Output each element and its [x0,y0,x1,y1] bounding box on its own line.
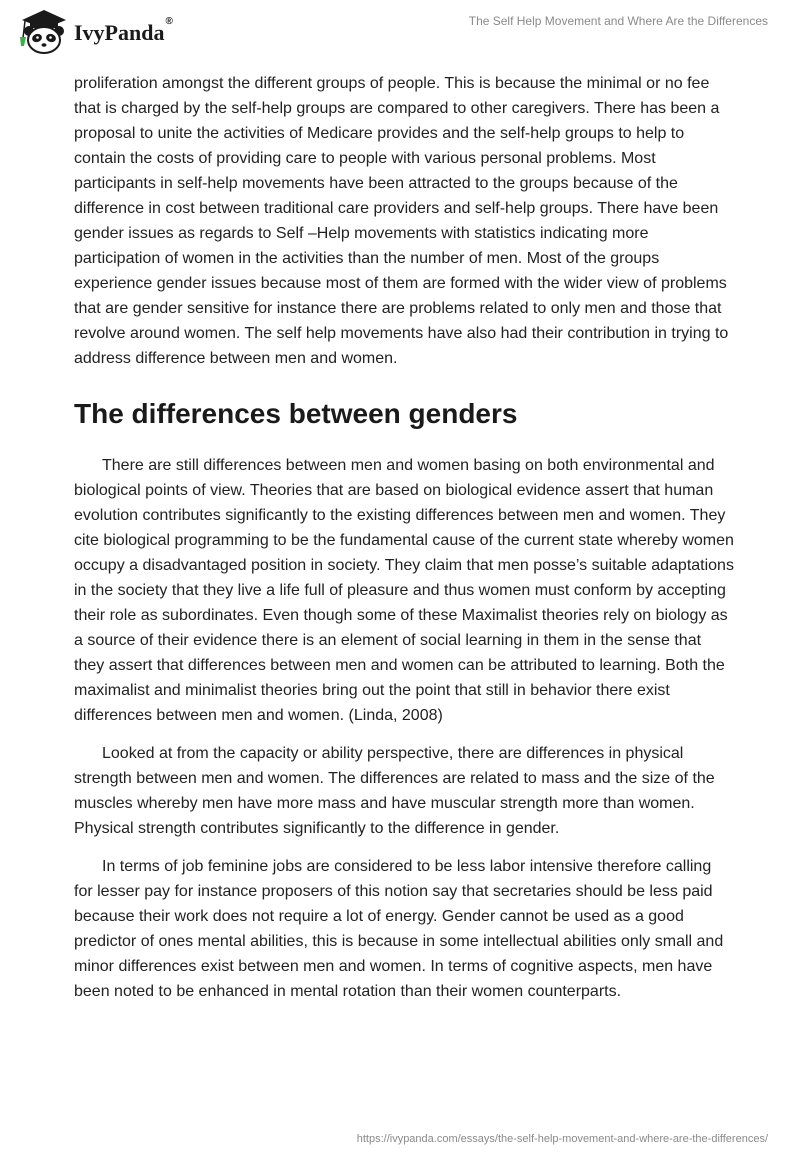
paragraph-body: In terms of job feminine jobs are considered to be less labor intensive therefore calling for lesser pay for instance proposers of this notion say that secretaries should be less paid because their work does not require a lot of energy. Gender cannot be used as a good predictor of ones mental abilities, this is because in some intellectual abilities only small and minor differences exist between men and women. In terms of cognitive aspects, men have been noted to be enhanced in mental rotation than their women counterparts. [74,858,724,1000]
page-header [0,0,800,56]
ivypanda-logo[interactable] [16,6,173,56]
paragraph-body: There are still differences between men and women basing on both environmental and biological points of view. Theories that are based on biological evidence assert that human evolution contributes significantly to the existing differences between men and women. They cite biological programming to be the fundamental cause of the current state whereby women occupy a disadvantaged position in society. They claim that men posse’s suitable adaptations in the society that they live a life full of pleasure and thus women must conform by accepting their role as subordinates. Even though some of these Maximalist theories rely on biology as a source of their evidence there is an element of social learning in them in the sense that they assert that differences between men and women can be attributed to learning. Both the maximalist and minimalist theories bring out the point that still in behavior there exist differences between men and women. (Linda, 2008) [74,457,734,724]
source-url[interactable]: https://ivypanda.com/essays/the-self-help-movement-and-where-are-the-differences/ [356,1133,768,1145]
section-heading: The differences between genders [74,398,518,429]
paragraph-body: Looked at from the capacity or ability perspective, there are differences in physical strength between men and women. The differences are related to mass and the size of the muscles whereby men have more mass and have muscular strength more than women. Physical strength contributes significantly to the difference in gender. [74,745,715,837]
logo-wordmark [74,16,173,46]
paragraph-intro: proliferation amongst the different groups of people. This is because the minimal or no fee that is charged by the self-help groups are compared to other caregivers. There has been a proposal to unite the activities of Medicare provides and the self-help groups to help to contain the costs of providing care to people with various personal problems. Most participants in self-help movements have been attracted to the groups because of the difference in cost between traditional care providers and self-help groups. There have been gender issues as regards to Self –Help movements with statistics indicating more participation of women in the activities than the number of men. Most of the groups experience gender issues because most of them are formed with the wider view of problems that are gender sensitive for instance there are problems related to only men and those that revolve around women. The self help movements have also had their contribution in trying to address difference between men and women. [74,75,729,367]
registered-mark: ® [165,16,173,27]
essay-content [74,71,734,1004]
document-title: The Self Help Movement and Where Are the Differences [468,14,768,28]
logo-text: IvyPanda [74,20,165,45]
panda-graduation-cap-icon [16,6,68,56]
